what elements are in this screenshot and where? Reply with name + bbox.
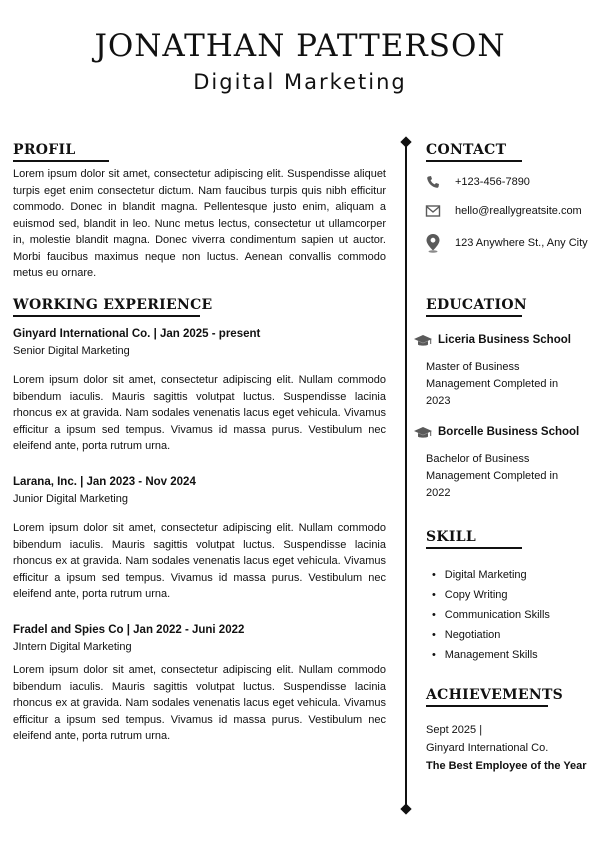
divider-bottom-diamond bbox=[400, 803, 411, 814]
email-text: hello@reallygreatsite.com bbox=[455, 205, 582, 217]
education-school: Liceria Business School bbox=[438, 334, 571, 346]
job-role: Junior Digital Marketing bbox=[13, 493, 128, 505]
job-company: Larana, Inc. | Jan 2023 - Nov 2024 bbox=[13, 476, 196, 488]
profile-heading: PROFIL bbox=[13, 142, 76, 158]
skill-item: • Negotiation bbox=[432, 629, 501, 641]
achievements-underline bbox=[426, 705, 548, 707]
profile-underline bbox=[13, 160, 109, 162]
achievement-date: Sept 2025 | bbox=[426, 724, 483, 736]
graduation-cap-icon bbox=[413, 426, 433, 440]
education-heading: EDUCATION bbox=[426, 297, 527, 313]
achievements-heading: ACHIEVEMENTS bbox=[426, 687, 564, 703]
skill-item: • Digital Marketing bbox=[432, 569, 527, 581]
skill-item: • Management Skills bbox=[432, 649, 538, 661]
job-description: Lorem ipsum dolor sit amet, consectetur adipiscing elit. Nullam commodo bibendum iaculis. Mauris sagittis volutpat luctus. Suspendisse lacinia rhoncus ex at gravida. Nam sodales venenatis lacus eget vehicula. Vivamus efficitur a ipsum sed tempus. Vivamus id massa purus. Vestibulum nec eleifend ante, porta rutrum urna. bbox=[13, 664, 386, 742]
email-icon bbox=[425, 203, 441, 219]
location-pin-icon bbox=[424, 233, 442, 253]
education-school: Borcelle Business School bbox=[438, 426, 580, 438]
education-underline bbox=[426, 315, 522, 317]
skill-underline bbox=[426, 547, 522, 549]
column-divider bbox=[405, 142, 407, 810]
candidate-title: Digital Marketing bbox=[193, 70, 407, 94]
experience-underline bbox=[13, 315, 200, 317]
candidate-name: JONATHAN PATTERSON bbox=[94, 28, 506, 64]
address-text: 123 Anywhere St., Any City bbox=[455, 237, 588, 249]
education-description: Master of Business Management Completed in 2023 bbox=[426, 361, 559, 407]
phone-text: +123-456-7890 bbox=[455, 176, 530, 188]
divider-top-diamond bbox=[400, 136, 411, 147]
skill-list bbox=[432, 565, 550, 665]
job-entry bbox=[13, 476, 386, 603]
job-entry bbox=[13, 624, 386, 745]
job-description: Lorem ipsum dolor sit amet, consectetur adipiscing elit. Nullam commodo bibendum iaculis. Mauris sagittis volutpat luctus. Suspendisse lacinia rhoncus ex at gravida. Nam sodales venenatis lacus eget vehicula. Vivamus efficitur a ipsum sed tempus. Vivamus id massa purus. Vestibulum nec eleifend ante, porta rutrum urna. bbox=[13, 522, 386, 600]
skill-item: • Copy Writing bbox=[432, 589, 508, 601]
job-role: Senior Digital Marketing bbox=[13, 345, 130, 357]
contact-underline bbox=[426, 160, 522, 162]
job-description: Lorem ipsum dolor sit amet, consectetur adipiscing elit. Nullam commodo bibendum iaculis. Mauris sagittis volutpat luctus. Suspendisse lacinia rhoncus ex at gravida. Nam sodales venenatis lacus eget vehicula. Vivamus efficitur a ipsum sed tempus. Vivamus id massa purus. Vestibulum nec eleifend ante, porta rutrum urna. bbox=[13, 374, 386, 452]
job-role: JIntern Digital Marketing bbox=[13, 641, 132, 653]
job-entry bbox=[13, 328, 386, 455]
phone-icon bbox=[425, 174, 441, 190]
skill-heading: SKILL bbox=[426, 529, 477, 545]
experience-heading: WORKING EXPERIENCE bbox=[13, 297, 213, 313]
education-description: Bachelor of Business Management Completed in 2022 bbox=[426, 453, 559, 499]
graduation-cap-icon bbox=[413, 334, 433, 348]
achievement-org: Ginyard International Co. bbox=[426, 742, 549, 754]
contact-heading: CONTACT bbox=[426, 142, 507, 158]
profile-text: Lorem ipsum dolor sit amet, consectetur adipiscing elit. Suspendisse aliquet turpis eget enim consectetur dictum. Nam faucibus turpis quis nibh efficitur commodo. Donec in blandit magna. Pellentesque justo enim, aliquam a euismod sed, blandit in leo. Nunc metus lectus, consectetur ut ullamcorper in, molestie blandit magna. Donec viverra condimentum sapien ut auctor. Morbi faucibus maximus neque non luctus. Aenean convallis commodo metus eu ornare. bbox=[13, 168, 386, 279]
job-company: Fradel and Spies Co | Jan 2022 - Juni 2022 bbox=[13, 624, 245, 636]
achievement-award: The Best Employee of the Year bbox=[426, 760, 587, 772]
skill-item: • Communication Skills bbox=[432, 609, 550, 621]
job-company: Ginyard International Co. | Jan 2025 - present bbox=[13, 328, 261, 340]
